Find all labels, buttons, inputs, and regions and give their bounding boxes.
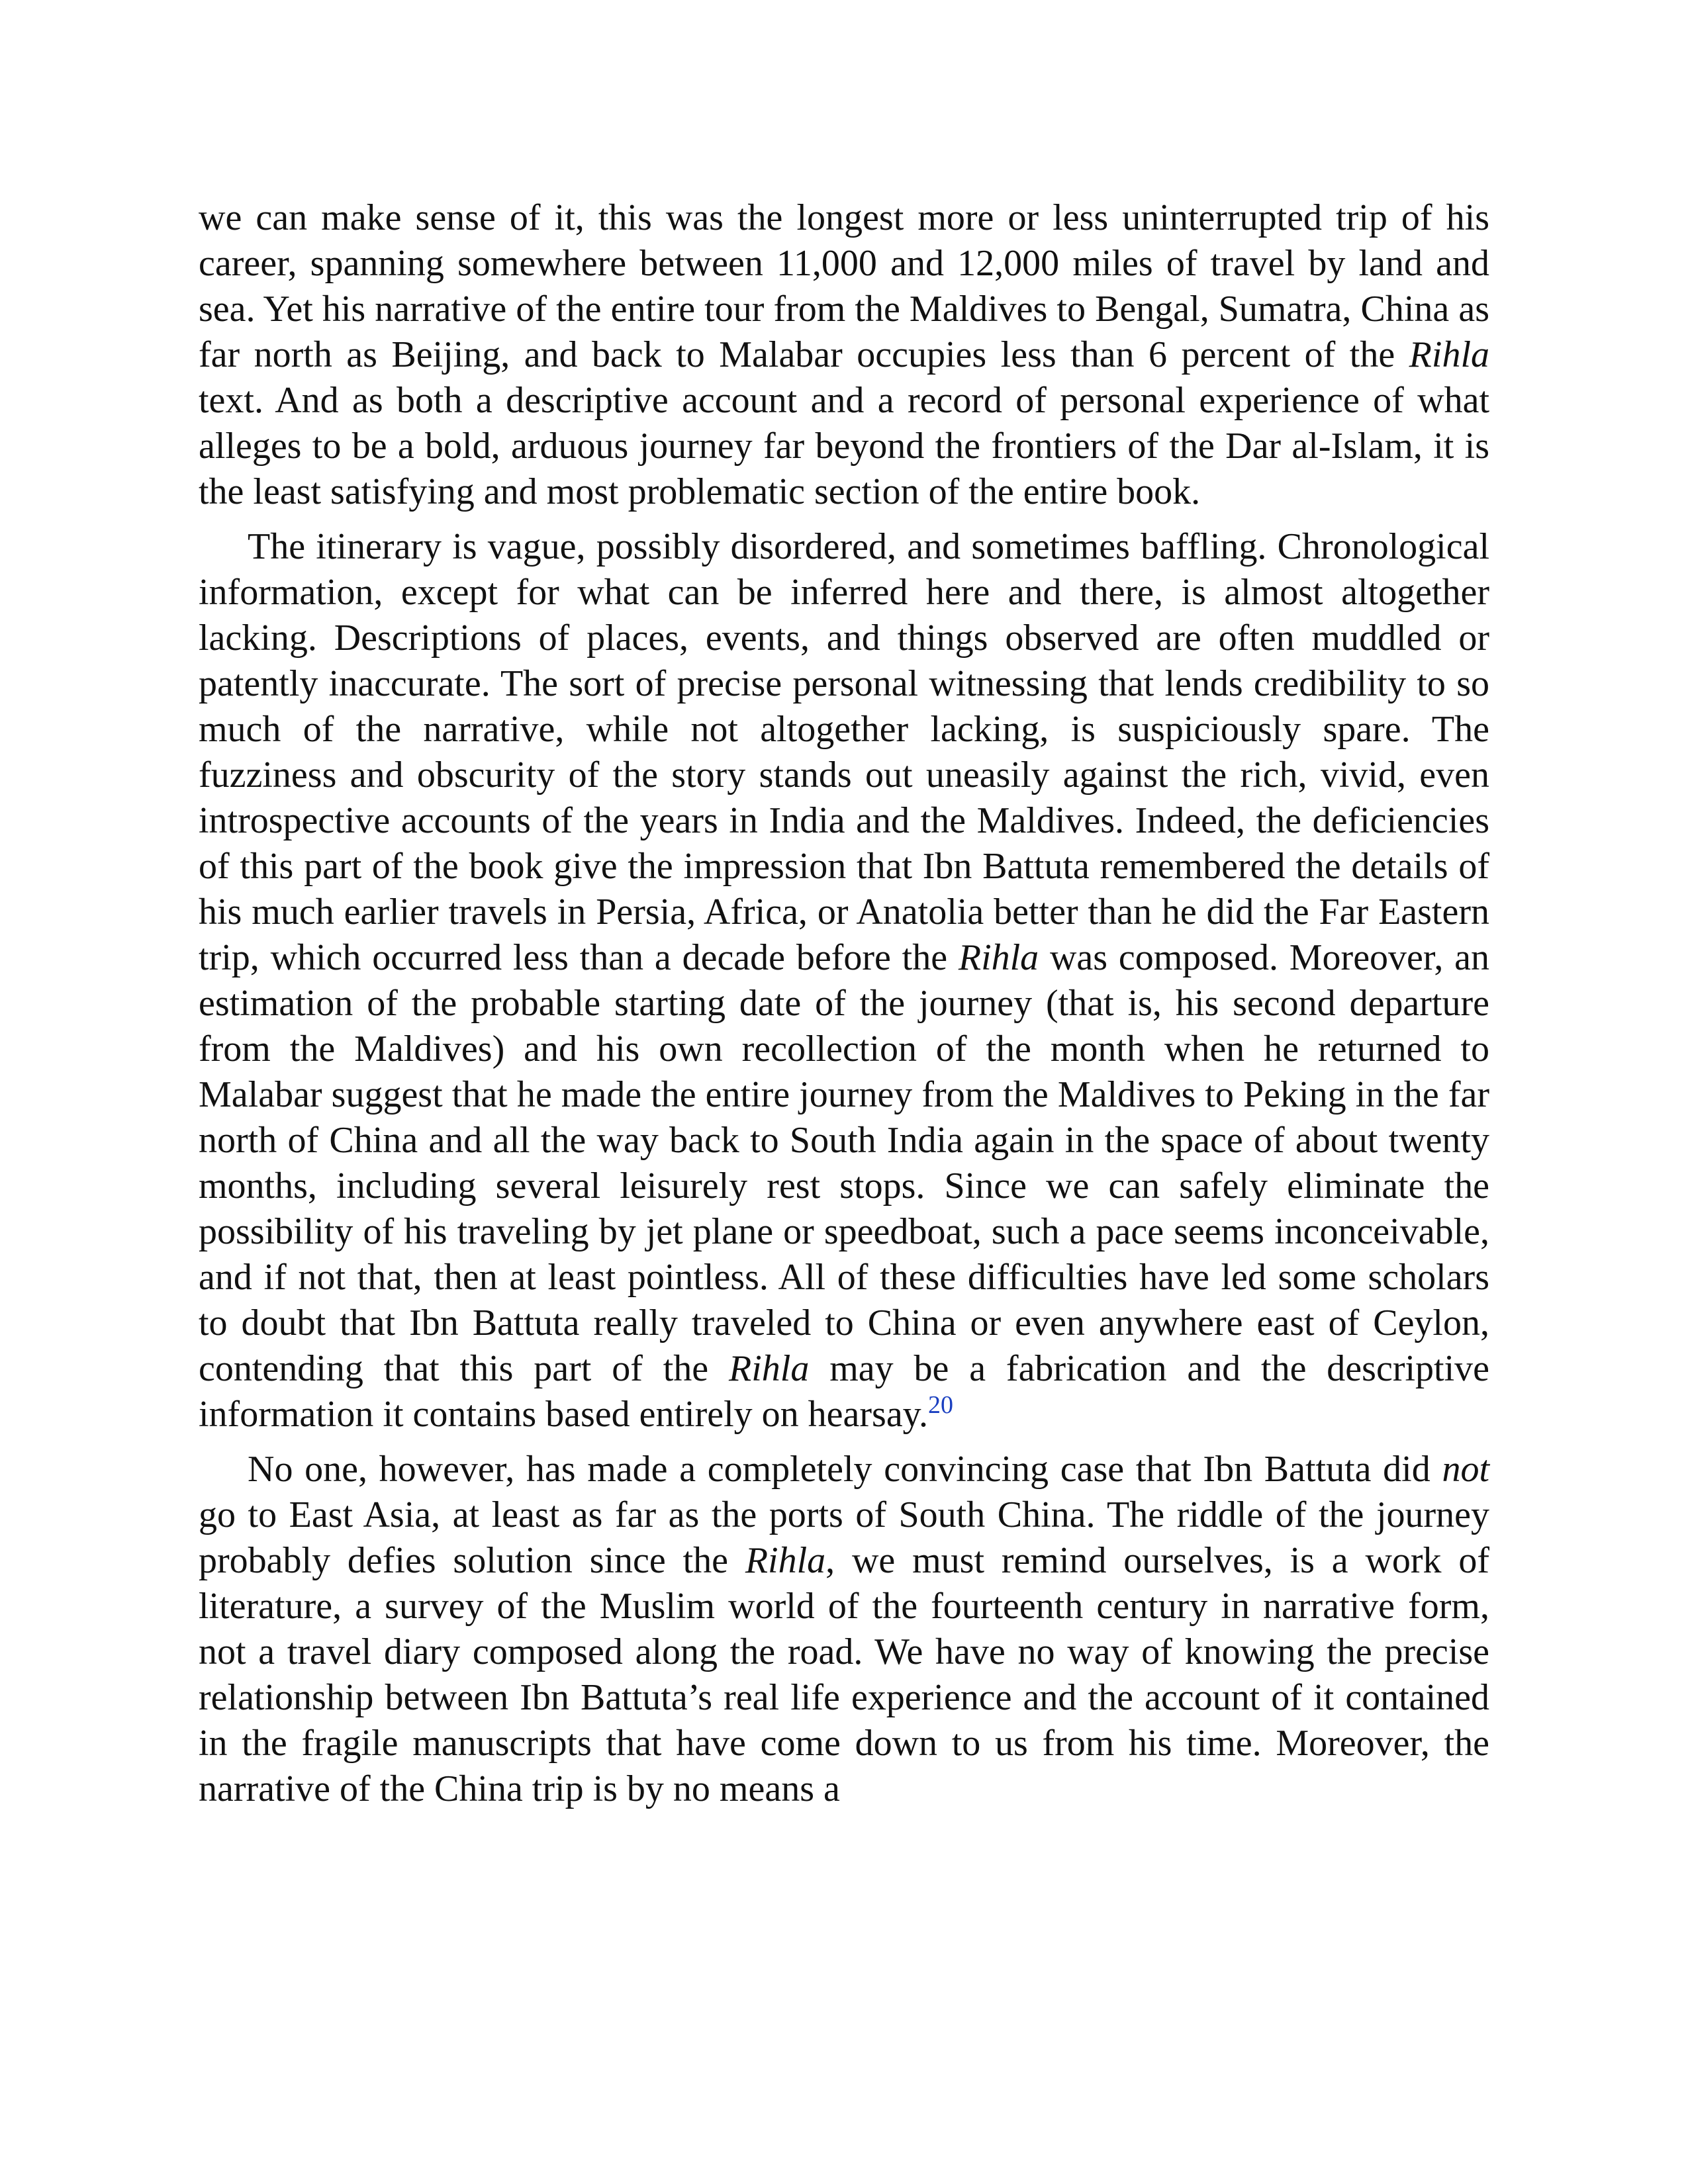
text-run: we can make sense of it, this was the longest more or less uninterrupted trip of his career, spanning somewhere between 11,000 and 12,000 miles of travel by land and sea. Yet his narrative of the entire tour from the Maldives to Bengal, Sumatra, China as far north as Beijing, and back to Malabar occupies less than 6 percent of the: [199, 197, 1489, 375]
italic-title: Rihla: [958, 937, 1039, 978]
text-run: text. And as both a descriptive account and a record of personal experience of what alleges to be a bold, arduous journey far beyond the frontiers of the Dar al-Islam, it is the least satisfying and most problematic section of the entire book.: [199, 380, 1489, 512]
text-run: was composed. Moreover, an estimation of the probable starting date of the journey (that is, his second departure from the Maldives) and his own recollection of the month when he returned to Malabar suggest that he made the entire journey from the Maldives to Peking in the far north of China and all the way back to South India again in the space of about twenty months, including several leisurely rest stops. Since we can safely eliminate the possibility of his traveling by jet plane or speedboat, such a pace seems inconceivable, and if not that, then at least pointless. All of these difficulties have led some scholars to doubt that Ibn Battuta really traveled to China or even anywhere east of Ceylon, contending that this part of the: [199, 937, 1489, 1389]
text-run: The itinerary is vague, possibly disordered, and sometimes baffling. Chronological information, except for what can be inferred here and there, is almost altogether lacking. Descriptions of places, events, and things observed are often muddled or patently inaccurate. The sort of precise personal witnessing that lends credibility to so much of the narrative, while not altogether lacking, is suspiciously spare. The fuzziness and obscurity of the story stands out uneasily against the rich, vivid, even introspective accounts of the years in India and the Maldives. Indeed, the deficiencies of this part of the book give the impression that Ibn Battuta remembered the details of his much earlier travels in Persia, Africa, or Anatolia better than he did the Far Eastern trip, which occurred less than a decade before the: [199, 526, 1489, 978]
text-run: go to East Asia, at least as far as the ports of South China. The riddle of the journey probably defies solution since the: [199, 1494, 1489, 1581]
text-run: , we must remind ourselves, is a work of literature, a survey of the Muslim world of the fourteenth century in narrative form, not a travel diary composed along the road. We have no way of knowing the precise relationship between Ibn Battuta’s real life experience and the account of it contained in the fragile manuscripts that have come down to us from his time. Moreover, the narrative of the China trip is by no means a: [199, 1540, 1490, 1809]
paragraph-continuation: [199, 195, 1489, 515]
italic-title: Rihla: [729, 1348, 810, 1389]
book-page-body: [199, 195, 1489, 1821]
italic-title: Rihla: [745, 1540, 826, 1581]
footnote-reference[interactable]: [928, 1391, 953, 1419]
italic-title: Rihla: [1409, 334, 1489, 375]
text-run: may be a fabrication and the descriptive information it contains based entirely on hearsay.: [199, 1348, 1489, 1435]
paragraph-riddle: [199, 1447, 1489, 1812]
footnote-link[interactable]: 20: [928, 1391, 954, 1419]
italic-emphasis: not: [1442, 1449, 1489, 1490]
paragraph-itinerary: [199, 524, 1489, 1437]
text-run: No one, however, has made a completely convincing case that Ibn Battuta did: [248, 1449, 1442, 1490]
